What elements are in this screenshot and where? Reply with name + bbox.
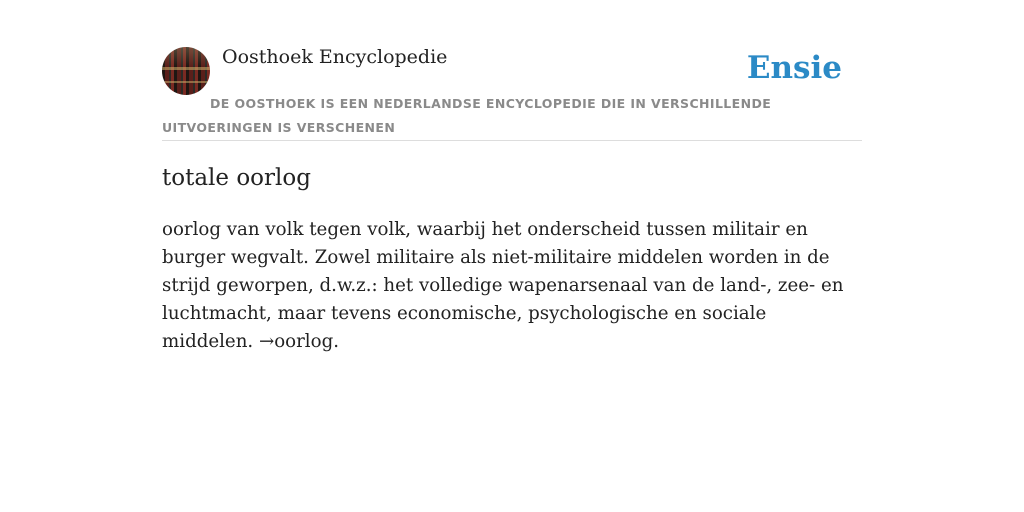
entry-title: totale oorlog <box>162 165 311 191</box>
link-arrow-icon: → <box>258 331 275 352</box>
ensie-logo-link[interactable]: Ensie <box>746 50 842 86</box>
entry-body-period: . <box>333 331 340 352</box>
encyclopedia-books-icon[interactable] <box>162 47 210 95</box>
entry-body <box>162 216 862 356</box>
related-entry-link[interactable]: oorlog <box>274 331 334 352</box>
site-name-link[interactable]: Oosthoek Encyclopedie <box>222 46 448 68</box>
entry-body-text: oorlog van volk tegen volk, waarbij het onderscheid tussen militair en burger wegvalt. Zowel militaire als niet-militaire middelen worden in de strijd geworpen, d.w.z.: het volledige wapenarsenaal van de land-, zee- en luchtmacht, maar tevens economische, psychologische en sociale middelen. <box>162 219 844 352</box>
entry-content <box>162 162 862 356</box>
site-tagline: DE OOSTHOEK IS EEN NEDERLANDSE ENCYCLOPEDIE DIE IN VERSCHILLENDE UITVOERINGEN IS VERSCHENEN <box>162 96 772 135</box>
site-header <box>162 46 862 141</box>
